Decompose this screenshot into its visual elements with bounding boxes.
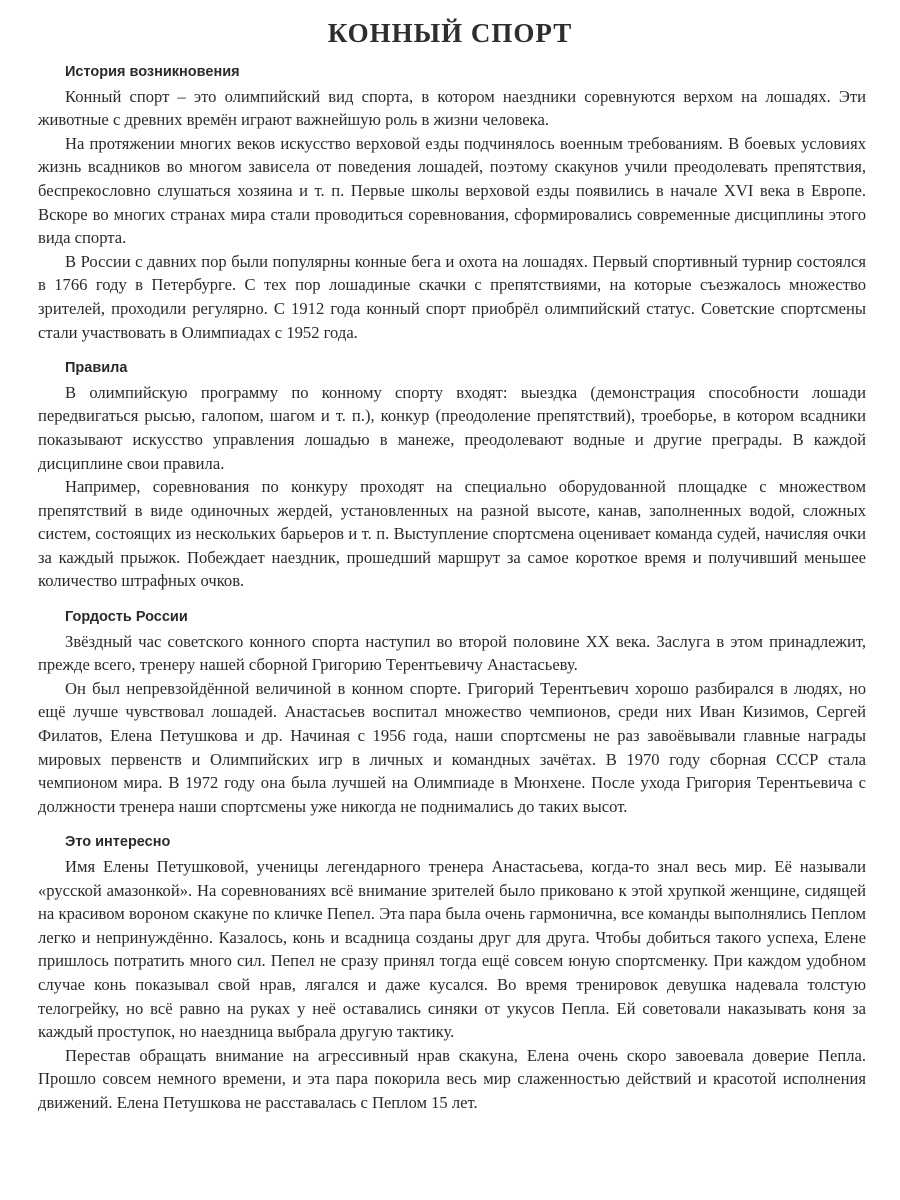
section-history — [38, 61, 866, 344]
paragraph: В олимпийскую программу по конному спорту входят: выездка (демонстрация способности лошади передвигаться рысью, галопом, шагом и т. п.), конкур (преодоление препятствий), троеборье, в котором всадники показывают искусство управления лошадью в манеже, преодолевают водные и другие преграды. В каждой дисциплине свои правила. — [38, 382, 866, 473]
section-heading: Это интересно — [65, 834, 171, 851]
section-rules — [38, 357, 866, 593]
section-heading: Гордость России — [65, 609, 188, 626]
article-body — [38, 61, 866, 1128]
paragraph: На протяжении многих веков искусство верховой езды подчинялось военным требованиям. В боевых условиях жизнь всадников во многом зависела от поведения лошадей, поэтому скакунов учили преодолевать препятствия, беспрекословно слушаться хозяина и т. п. Первые школы верховой езды появились в начале XVI века в Европе. Вскоре во многих странах мира стали проводиться соревнования, сформировались современные дисциплины этого вида спорта. — [38, 133, 866, 248]
page-title: КОННЫЙ СПОРТ — [327, 18, 573, 48]
section-interesting — [38, 831, 866, 1114]
section-pride-of-russia — [38, 606, 866, 818]
section-heading: История возникновения — [65, 64, 240, 80]
paragraph: Он был непревзойдённой величиной в конном спорте. Григорий Терентьевич хорошо разбирался в людях, но ещё лучше чувствовал лошадей. Анастасьев воспитал множество чемпионов, среди них Иван Кизимов, Сергей Филатов, Елена Петушкова и др. Начиная с 1956 года, наши спортсмены не раз завоёвывали главные награды мировых первенств и Олимпийских игр в личных и командных зачётах. В 1970 году сборная СССР стала чемпионом мира. В 1972 году она была лучшей на Олимпиаде в Мюнхене. После ухода Григория Терентьевича с должности тренера наши спортсмены уже никогда не поднимались до таких высот. — [38, 678, 866, 816]
paragraph: В России с давних пор были популярны конные бега и охота на лошадях. Первый спортивный турнир состоялся в 1766 году в Петербурге. С тех пор лошадиные скачки с препятствиями, на которые съезжалось множество зрителей, проходили регулярно. С 1912 года конный спорт приобрёл олимпийский статус. Советские спортсмены стали участвовать в Олимпиадах с 1952 года. — [38, 251, 866, 342]
paragraph: Например, соревнования по конкуру проходят на специально оборудованной площадке с множеством препятствий в виде одиночных жердей, установленных на разной высоте, канав, заполненных водой, сложных систем, состоящих из нескольких барьеров и т. п. Выступление спортсмена оценивает команда судей, начисляя очки за каждый прыжок. Побеждает наездник, прошедший маршрут за самое короткое время и получивший меньшее количество штрафных очков. — [38, 477, 866, 591]
paragraph: Перестав обращать внимание на агрессивный нрав скакуна, Елена очень скоро завоевала доверие Пепла. Прошло совсем немного времени, и эта пара покорила весь мир слаженностью действий и красотой исполнения движений. Елена Петушкова не расставалась с Пеплом 15 лет. — [38, 1045, 866, 1112]
paragraph: Конный спорт – это олимпийский вид спорта, в котором наездники соревнуются верхом на лошадях. Эти животные с древних времён играют важнейшую роль в жизни человека. — [38, 86, 866, 130]
section-heading: Правила — [65, 360, 128, 377]
paragraph: Имя Елены Петушковой, ученицы легендарного тренера Анастасьева, когда-то знал весь мир. Её называли «русской амазонкой». На соревнованиях всё внимание зрителей было приковано к этой хрупкой женщине, сидящей на красивом вороном скакуне по кличке Пепел. Эта пара была очень гармонична, все команды выполнялись Пеплом легко и непринуждённо. Казалось, конь и всадница созданы друг для друга. Чтобы добиться такого успеха, Елене пришлось потратить много сил. Пепел не сразу принял тогда ещё совсем юную спортсменку. При каждом удобном случае конь показывал свой нрав, лягался и даже кусался. Во время тренировок девушка надевала толстую телогрейку, но всё равно на руках у неё оставались синяки от укусов Пепла. Ей советовали наказывать коня за каждый проступок, но наездница выбрала другую тактику. — [38, 857, 866, 1042]
paragraph: Звёздный час советского конного спорта наступил во второй половине XX века. Заслуга в этом принадлежит, прежде всего, тренеру нашей сборной Григорию Терентьевичу Анастасьеву. — [38, 631, 866, 675]
